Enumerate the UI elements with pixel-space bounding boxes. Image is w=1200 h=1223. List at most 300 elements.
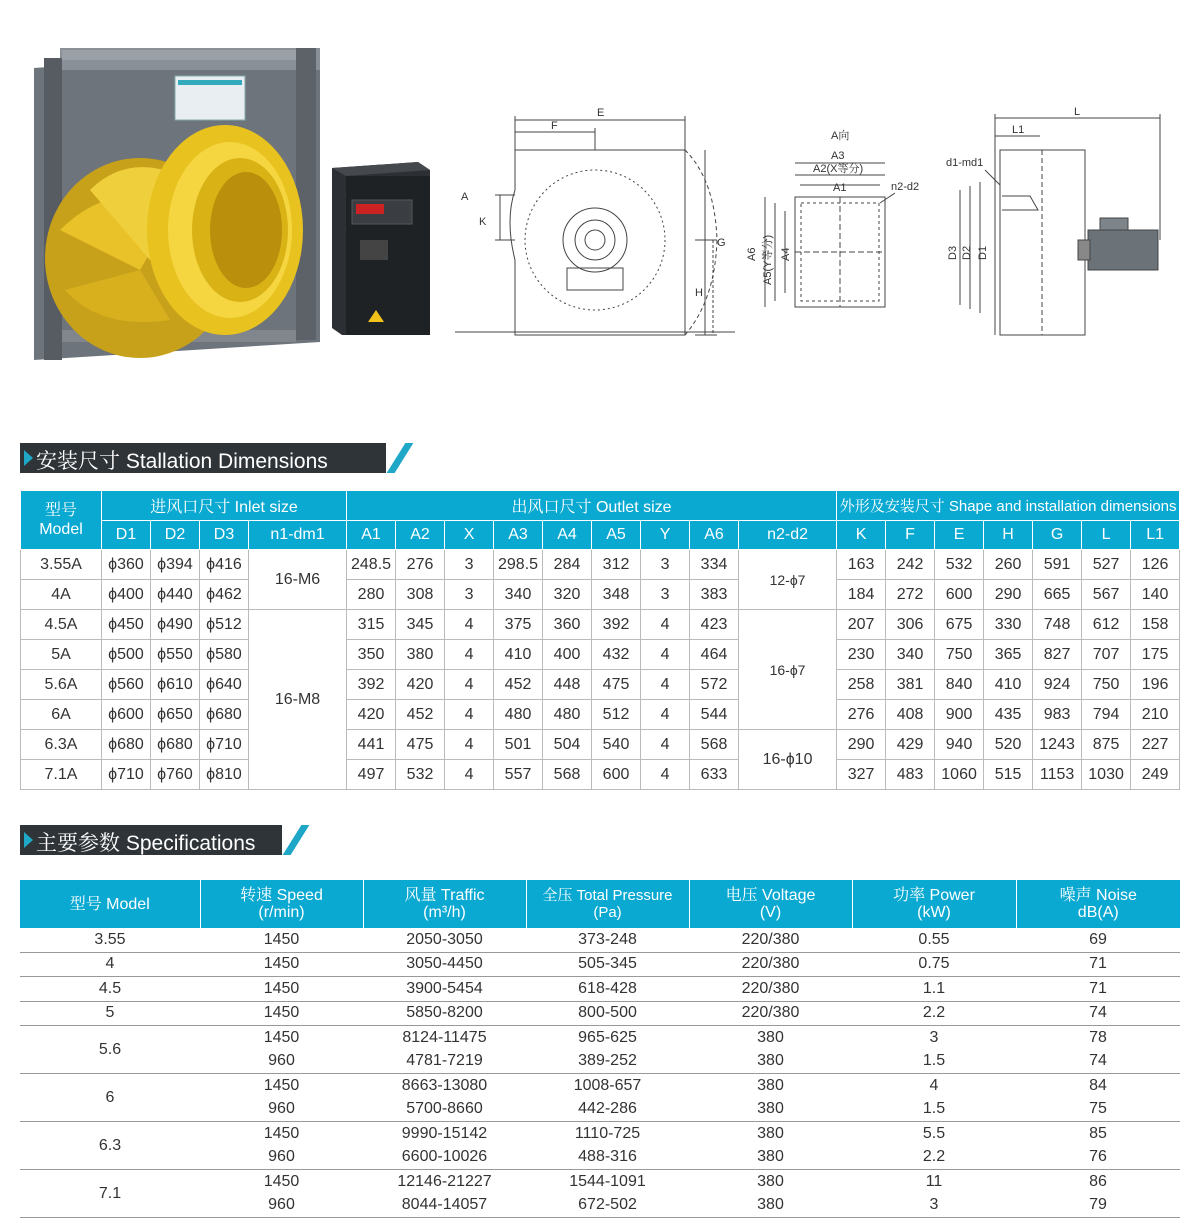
cell-d3: ϕ640 bbox=[200, 670, 249, 700]
col-header-e: E bbox=[935, 521, 984, 550]
cell-k: 230 bbox=[837, 640, 886, 670]
cell-a4: 504 bbox=[543, 730, 592, 760]
cell-traffic: 6600-10026 bbox=[363, 1146, 526, 1170]
table-row bbox=[20, 977, 1180, 1002]
dim-label-A: A bbox=[461, 191, 469, 203]
cell-a6: 383 bbox=[690, 580, 739, 610]
cell-a6: 572 bbox=[690, 670, 739, 700]
table-row bbox=[20, 1122, 1180, 1146]
table-row bbox=[21, 670, 1180, 700]
col-header-l1: L1 bbox=[1131, 521, 1180, 550]
table-row bbox=[21, 760, 1180, 790]
col-header-h: H bbox=[984, 521, 1033, 550]
cell-e: 675 bbox=[935, 610, 984, 640]
cell-f: 483 bbox=[886, 760, 935, 790]
cell-h: 260 bbox=[984, 550, 1033, 580]
cell-a6: 464 bbox=[690, 640, 739, 670]
cell-voltage: 380 bbox=[689, 1098, 852, 1122]
cell-a2: 452 bbox=[396, 700, 445, 730]
cell-l1: 227 bbox=[1131, 730, 1180, 760]
cell-model: 7.1 bbox=[20, 1170, 200, 1218]
dim-label-d1-md1: d1-md1 bbox=[946, 157, 984, 169]
cell-power: 1.5 bbox=[852, 1098, 1016, 1122]
cell-a1: 350 bbox=[347, 640, 396, 670]
cell-a6: 334 bbox=[690, 550, 739, 580]
cell-speed: 960 bbox=[200, 1098, 363, 1122]
cell-e: 940 bbox=[935, 730, 984, 760]
cell-a3: 480 bbox=[494, 700, 543, 730]
cell-model: 5.6A bbox=[21, 670, 102, 700]
cell-power: 2.2 bbox=[852, 1001, 1016, 1026]
dim-label-A5: A5(Y等分) bbox=[762, 234, 774, 285]
cell-x: 4 bbox=[445, 730, 494, 760]
col-header-d1: D1 bbox=[102, 521, 151, 550]
col-header-n1-dm1: n1-dm1 bbox=[249, 521, 347, 550]
cell-a3: 298.5 bbox=[494, 550, 543, 580]
cell-voltage: 220/380 bbox=[689, 977, 852, 1002]
col-header-d3: D3 bbox=[200, 521, 249, 550]
cell-a3: 375 bbox=[494, 610, 543, 640]
cell-a2: 475 bbox=[396, 730, 445, 760]
col-header-g: G bbox=[1033, 521, 1082, 550]
spec-header-voltage: 电压 Voltage (V) bbox=[689, 880, 852, 928]
cell-power: 1.1 bbox=[852, 977, 1016, 1002]
cell-voltage: 220/380 bbox=[689, 1001, 852, 1026]
cell-noise: 74 bbox=[1016, 1050, 1180, 1074]
col-header-a2: A2 bbox=[396, 521, 445, 550]
cell-traffic: 8663-13080 bbox=[401, 1076, 488, 1094]
cell-d2: ϕ550 bbox=[151, 640, 200, 670]
cell-a5: 540 bbox=[592, 730, 641, 760]
cell-x: 4 bbox=[445, 670, 494, 700]
spec-header-speed: 转速 Speed (r/min) bbox=[200, 880, 363, 928]
cell-d1: ϕ360 bbox=[102, 550, 151, 580]
table-row bbox=[20, 1001, 1180, 1026]
cell-a5: 392 bbox=[592, 610, 641, 640]
cell-noise: 79 bbox=[1016, 1194, 1180, 1218]
cell-model: 6 bbox=[20, 1074, 200, 1122]
cell-g: 665 bbox=[1033, 580, 1082, 610]
cell-pressure: 965-625 bbox=[578, 1028, 637, 1046]
cell-d1: ϕ600 bbox=[102, 700, 151, 730]
cell-a1: 315 bbox=[347, 610, 396, 640]
cell-voltage: 380 bbox=[689, 1050, 852, 1074]
cell-d2: ϕ610 bbox=[151, 670, 200, 700]
cell-power: 3 bbox=[852, 1194, 1016, 1218]
col-header-a1: A1 bbox=[347, 521, 396, 550]
cell-f: 340 bbox=[886, 640, 935, 670]
table-row bbox=[20, 952, 1180, 977]
cell-voltage: 380 bbox=[757, 1028, 784, 1046]
cell-a3: 557 bbox=[494, 760, 543, 790]
col-header-l: L bbox=[1082, 521, 1131, 550]
cell-a2: 276 bbox=[396, 550, 445, 580]
cell-y: 4 bbox=[641, 700, 690, 730]
cell-voltage: 380 bbox=[757, 1124, 784, 1142]
cell-model: 4 bbox=[20, 952, 200, 977]
cell-noise: 74 bbox=[1016, 1001, 1180, 1026]
cell-model: 7.1A bbox=[21, 760, 102, 790]
cell-speed: 960 bbox=[200, 1146, 363, 1170]
specifications-table bbox=[20, 880, 1180, 1218]
cell-a2: 532 bbox=[396, 760, 445, 790]
cell-d3: ϕ462 bbox=[200, 580, 249, 610]
section-title-specifications bbox=[20, 825, 400, 855]
table-row bbox=[21, 640, 1180, 670]
cell-a4: 360 bbox=[543, 610, 592, 640]
cell-d2: ϕ760 bbox=[151, 760, 200, 790]
cell-power: 3 bbox=[929, 1028, 939, 1046]
cell-l: 567 bbox=[1082, 580, 1131, 610]
cell-traffic: 8124-11475 bbox=[402, 1028, 487, 1046]
cell-noise: 78 bbox=[1089, 1028, 1107, 1046]
cell-g: 827 bbox=[1033, 640, 1082, 670]
cell-l: 794 bbox=[1082, 700, 1131, 730]
cell-y: 4 bbox=[641, 670, 690, 700]
cell-traffic: 3900-5454 bbox=[363, 977, 526, 1002]
cell-l1: 196 bbox=[1131, 670, 1180, 700]
cell-noise: 75 bbox=[1016, 1098, 1180, 1122]
cell-g: 1153 bbox=[1033, 760, 1082, 790]
cell-d2: ϕ394 bbox=[151, 550, 200, 580]
cell-a6: 633 bbox=[690, 760, 739, 790]
cell-g: 748 bbox=[1033, 610, 1082, 640]
header-outlet: 出风口尺寸 Outlet size bbox=[347, 491, 837, 521]
cell-model: 5.6 bbox=[20, 1026, 200, 1074]
cell-a5: 475 bbox=[592, 670, 641, 700]
cell-x: 4 bbox=[445, 700, 494, 730]
cell-a3: 452 bbox=[494, 670, 543, 700]
cell-x: 3 bbox=[445, 580, 494, 610]
table-row bbox=[21, 580, 1180, 610]
cell-noise: 85 bbox=[1089, 1124, 1107, 1142]
cell-voltage: 220/380 bbox=[689, 928, 852, 952]
cell-l: 1030 bbox=[1082, 760, 1131, 790]
cell-pressure: 1110-725 bbox=[574, 1124, 641, 1142]
table-row bbox=[21, 550, 1180, 580]
cell-d2: ϕ650 bbox=[151, 700, 200, 730]
cell-k: 184 bbox=[837, 580, 886, 610]
cell-pressure: 488-316 bbox=[526, 1146, 689, 1170]
cell-a5: 348 bbox=[592, 580, 641, 610]
dim-label-D1: D1 bbox=[977, 245, 989, 260]
col-header-a5: A5 bbox=[592, 521, 641, 550]
cell-a6: 544 bbox=[690, 700, 739, 730]
dim-label-K: K bbox=[479, 216, 487, 228]
section-title-dimensions-text: 安装尺寸 Stallation Dimensions bbox=[36, 450, 328, 473]
header-model-en: Model bbox=[39, 521, 83, 538]
cell-l1: 140 bbox=[1131, 580, 1180, 610]
cell-noise: 71 bbox=[1016, 952, 1180, 977]
cell-a3: 410 bbox=[494, 640, 543, 670]
outlet-view-title: A向 bbox=[831, 130, 850, 142]
header-model bbox=[21, 491, 102, 550]
cell-voltage: 220/380 bbox=[689, 952, 852, 977]
table-row bbox=[20, 1026, 1180, 1050]
cell-d3: ϕ680 bbox=[200, 700, 249, 730]
cell-a1: 248.5 bbox=[347, 550, 396, 580]
cell-y: 3 bbox=[641, 580, 690, 610]
cell-a1: 441 bbox=[347, 730, 396, 760]
header-shape: 外形及安装尺寸 Shape and installation dimensions bbox=[837, 491, 1180, 521]
col-header-n2-d2: n2-d2 bbox=[739, 521, 837, 550]
table-row bbox=[21, 700, 1180, 730]
cell-l: 875 bbox=[1082, 730, 1131, 760]
cell-a2: 420 bbox=[396, 670, 445, 700]
cell-model: 4.5A bbox=[21, 610, 102, 640]
cell-noise: 84 bbox=[1089, 1076, 1107, 1094]
cell-l1: 158 bbox=[1131, 610, 1180, 640]
table-row bbox=[20, 928, 1180, 952]
spec-header-model: 型号 Model bbox=[20, 880, 200, 928]
col-header-d2: D2 bbox=[151, 521, 200, 550]
cell-speed: 960 bbox=[200, 1050, 363, 1074]
cell-h: 515 bbox=[984, 760, 1033, 790]
cell-d3: ϕ580 bbox=[200, 640, 249, 670]
cell-a6: 568 bbox=[690, 730, 739, 760]
cell-a4: 400 bbox=[543, 640, 592, 670]
cell-e: 900 bbox=[935, 700, 984, 730]
cell-noise: 76 bbox=[1016, 1146, 1180, 1170]
section-title-specifications-text: 主要参数 Specifications bbox=[36, 832, 256, 855]
header-inlet: 进风口尺寸 Inlet size bbox=[102, 491, 347, 521]
cell-f: 242 bbox=[886, 550, 935, 580]
cell-voltage: 380 bbox=[689, 1146, 852, 1170]
cell-k: 258 bbox=[837, 670, 886, 700]
cell-a1: 280 bbox=[347, 580, 396, 610]
cell-h: 410 bbox=[984, 670, 1033, 700]
table-row bbox=[20, 1170, 1180, 1194]
cell-speed: 960 bbox=[200, 1194, 363, 1218]
cell-l1: 126 bbox=[1131, 550, 1180, 580]
cell-f: 306 bbox=[886, 610, 935, 640]
cell-a5: 600 bbox=[592, 760, 641, 790]
cell-speed: 1450 bbox=[263, 1124, 300, 1142]
col-header-a3: A3 bbox=[494, 521, 543, 550]
cell-n2-d2: 16-ϕ7 bbox=[739, 610, 837, 730]
col-header-x: X bbox=[445, 521, 494, 550]
cell-k: 276 bbox=[837, 700, 886, 730]
cell-k: 327 bbox=[837, 760, 886, 790]
cell-a2: 308 bbox=[396, 580, 445, 610]
cell-a6: 423 bbox=[690, 610, 739, 640]
col-header-f: F bbox=[886, 521, 935, 550]
cell-a1: 392 bbox=[347, 670, 396, 700]
cell-a4: 448 bbox=[543, 670, 592, 700]
col-header-y: Y bbox=[641, 521, 690, 550]
cell-n2-d2: 12-ϕ7 bbox=[739, 550, 837, 610]
col-header-a6: A6 bbox=[690, 521, 739, 550]
table-row bbox=[21, 610, 1180, 640]
cell-y: 4 bbox=[641, 760, 690, 790]
cell-y: 4 bbox=[641, 640, 690, 670]
cell-traffic: 3050-4450 bbox=[363, 952, 526, 977]
dim-label-n2-d2: n2-d2 bbox=[891, 181, 920, 193]
cell-speed: 1450 bbox=[200, 977, 363, 1002]
cell-traffic: 2050-3050 bbox=[363, 928, 526, 952]
cell-d1: ϕ500 bbox=[102, 640, 151, 670]
cell-power: 4 bbox=[929, 1076, 939, 1094]
cell-d1: ϕ450 bbox=[102, 610, 151, 640]
dim-label-G: G bbox=[717, 237, 726, 249]
cell-a1: 420 bbox=[347, 700, 396, 730]
cell-x: 3 bbox=[445, 550, 494, 580]
cell-d1: ϕ400 bbox=[102, 580, 151, 610]
cell-a2: 345 bbox=[396, 610, 445, 640]
cell-k: 163 bbox=[837, 550, 886, 580]
cell-traffic: 8044-14057 bbox=[363, 1194, 526, 1218]
dim-label-A1: A1 bbox=[833, 182, 847, 194]
cell-n1-dm1: 16-M8 bbox=[249, 610, 347, 790]
cell-h: 330 bbox=[984, 610, 1033, 640]
cell-speed: 1450 bbox=[200, 928, 363, 952]
cell-traffic: 9990-15142 bbox=[401, 1124, 488, 1142]
cell-pressure: 672-502 bbox=[526, 1194, 689, 1218]
cell-pressure: 442-286 bbox=[526, 1098, 689, 1122]
dim-label-L1: L1 bbox=[1012, 124, 1025, 136]
cell-d3: ϕ416 bbox=[200, 550, 249, 580]
cell-traffic: 5850-8200 bbox=[363, 1001, 526, 1026]
dim-label-L: L bbox=[1074, 106, 1081, 118]
cell-pressure: 800-500 bbox=[526, 1001, 689, 1026]
dim-label-H: H bbox=[695, 287, 703, 299]
cell-d1: ϕ710 bbox=[102, 760, 151, 790]
cell-y: 4 bbox=[641, 610, 690, 640]
header-model-cn: 型号 bbox=[44, 502, 77, 519]
cell-speed: 1450 bbox=[263, 1172, 300, 1190]
cell-y: 3 bbox=[641, 550, 690, 580]
cell-a4: 568 bbox=[543, 760, 592, 790]
cell-a4: 284 bbox=[543, 550, 592, 580]
cell-d1: ϕ560 bbox=[102, 670, 151, 700]
cell-speed: 1450 bbox=[263, 1028, 300, 1046]
cell-a5: 432 bbox=[592, 640, 641, 670]
cell-l: 750 bbox=[1082, 670, 1131, 700]
cell-a5: 512 bbox=[592, 700, 641, 730]
cell-power: 0.55 bbox=[852, 928, 1016, 952]
cell-l1: 175 bbox=[1131, 640, 1180, 670]
cell-d3: ϕ512 bbox=[200, 610, 249, 640]
cell-h: 290 bbox=[984, 580, 1033, 610]
cell-g: 983 bbox=[1033, 700, 1082, 730]
dim-label-A6: A6 bbox=[746, 247, 758, 261]
cell-model: 6A bbox=[21, 700, 102, 730]
dim-label-A3: A3 bbox=[831, 150, 845, 162]
arrow-icon bbox=[24, 450, 33, 466]
dim-label-F: F bbox=[551, 120, 558, 132]
cell-noise: 86 bbox=[1089, 1172, 1107, 1190]
cell-e: 532 bbox=[935, 550, 984, 580]
cell-pressure: 505-345 bbox=[526, 952, 689, 977]
cell-f: 429 bbox=[886, 730, 935, 760]
cell-a1: 497 bbox=[347, 760, 396, 790]
cell-l1: 249 bbox=[1131, 760, 1180, 790]
cell-pressure: 373-248 bbox=[526, 928, 689, 952]
cell-l1: 210 bbox=[1131, 700, 1180, 730]
cell-noise: 71 bbox=[1016, 977, 1180, 1002]
cell-a4: 320 bbox=[543, 580, 592, 610]
cell-model: 6.3A bbox=[21, 730, 102, 760]
cell-pressure: 1544-1091 bbox=[569, 1172, 646, 1190]
section-title-dimensions bbox=[20, 443, 400, 473]
cell-d3: ϕ810 bbox=[200, 760, 249, 790]
cell-d1: ϕ680 bbox=[102, 730, 151, 760]
outlet-view-drawing bbox=[745, 125, 940, 330]
cell-n2-d2: 16-ϕ10 bbox=[739, 730, 837, 790]
cell-d2: ϕ440 bbox=[151, 580, 200, 610]
cell-pressure: 618-428 bbox=[526, 977, 689, 1002]
cell-a3: 340 bbox=[494, 580, 543, 610]
cell-e: 600 bbox=[935, 580, 984, 610]
cell-h: 520 bbox=[984, 730, 1033, 760]
cell-model: 4.5 bbox=[20, 977, 200, 1002]
cell-n1-dm1: 16-M6 bbox=[249, 550, 347, 610]
cell-model: 5 bbox=[20, 1001, 200, 1026]
cell-h: 365 bbox=[984, 640, 1033, 670]
cell-traffic: 5700-8660 bbox=[363, 1098, 526, 1122]
cell-traffic: 12146-21227 bbox=[397, 1172, 492, 1190]
cell-k: 207 bbox=[837, 610, 886, 640]
dim-label-A4: A4 bbox=[780, 247, 792, 261]
cell-model: 5A bbox=[21, 640, 102, 670]
cell-a3: 501 bbox=[494, 730, 543, 760]
dimensions-table bbox=[20, 490, 1180, 790]
cell-d2: ϕ490 bbox=[151, 610, 200, 640]
cell-e: 1060 bbox=[935, 760, 984, 790]
cell-model: 6.3 bbox=[20, 1122, 200, 1170]
cell-model: 3.55A bbox=[21, 550, 102, 580]
cell-f: 381 bbox=[886, 670, 935, 700]
dim-label-D2: D2 bbox=[961, 245, 973, 260]
cell-model: 3.55 bbox=[20, 928, 200, 952]
spec-header-power: 功率 Power (kW) bbox=[852, 880, 1016, 928]
dim-label-D3: D3 bbox=[947, 245, 959, 260]
col-header-a4: A4 bbox=[543, 521, 592, 550]
cell-x: 4 bbox=[445, 610, 494, 640]
cell-power: 0.75 bbox=[852, 952, 1016, 977]
arrow-icon bbox=[24, 832, 33, 848]
side-view-drawing bbox=[940, 100, 1185, 345]
cell-g: 1243 bbox=[1033, 730, 1082, 760]
cell-l: 707 bbox=[1082, 640, 1131, 670]
spec-header-traffic: 风量 Traffic (m³/h) bbox=[363, 880, 526, 928]
cell-traffic: 4781-7219 bbox=[363, 1050, 526, 1074]
cell-f: 408 bbox=[886, 700, 935, 730]
cell-noise: 69 bbox=[1016, 928, 1180, 952]
cell-h: 435 bbox=[984, 700, 1033, 730]
cell-speed: 1450 bbox=[200, 952, 363, 977]
cell-a4: 480 bbox=[543, 700, 592, 730]
dim-label-A2: A2(X等分) bbox=[813, 163, 864, 175]
cell-voltage: 380 bbox=[757, 1076, 784, 1094]
cell-g: 591 bbox=[1033, 550, 1082, 580]
cell-g: 924 bbox=[1033, 670, 1082, 700]
table-row bbox=[21, 730, 1180, 760]
cell-speed: 1450 bbox=[263, 1076, 300, 1094]
cell-power: 11 bbox=[925, 1172, 943, 1190]
cell-pressure: 389-252 bbox=[526, 1050, 689, 1074]
cell-l: 612 bbox=[1082, 610, 1131, 640]
cell-model: 4A bbox=[21, 580, 102, 610]
cell-power: 1.5 bbox=[852, 1050, 1016, 1074]
cell-a5: 312 bbox=[592, 550, 641, 580]
cell-a2: 380 bbox=[396, 640, 445, 670]
fan-product-illustration bbox=[20, 30, 460, 375]
cell-voltage: 380 bbox=[757, 1172, 784, 1190]
cell-e: 750 bbox=[935, 640, 984, 670]
spec-header-noise: 噪声 Noise dB(A) bbox=[1016, 880, 1180, 928]
col-header-k: K bbox=[837, 521, 886, 550]
